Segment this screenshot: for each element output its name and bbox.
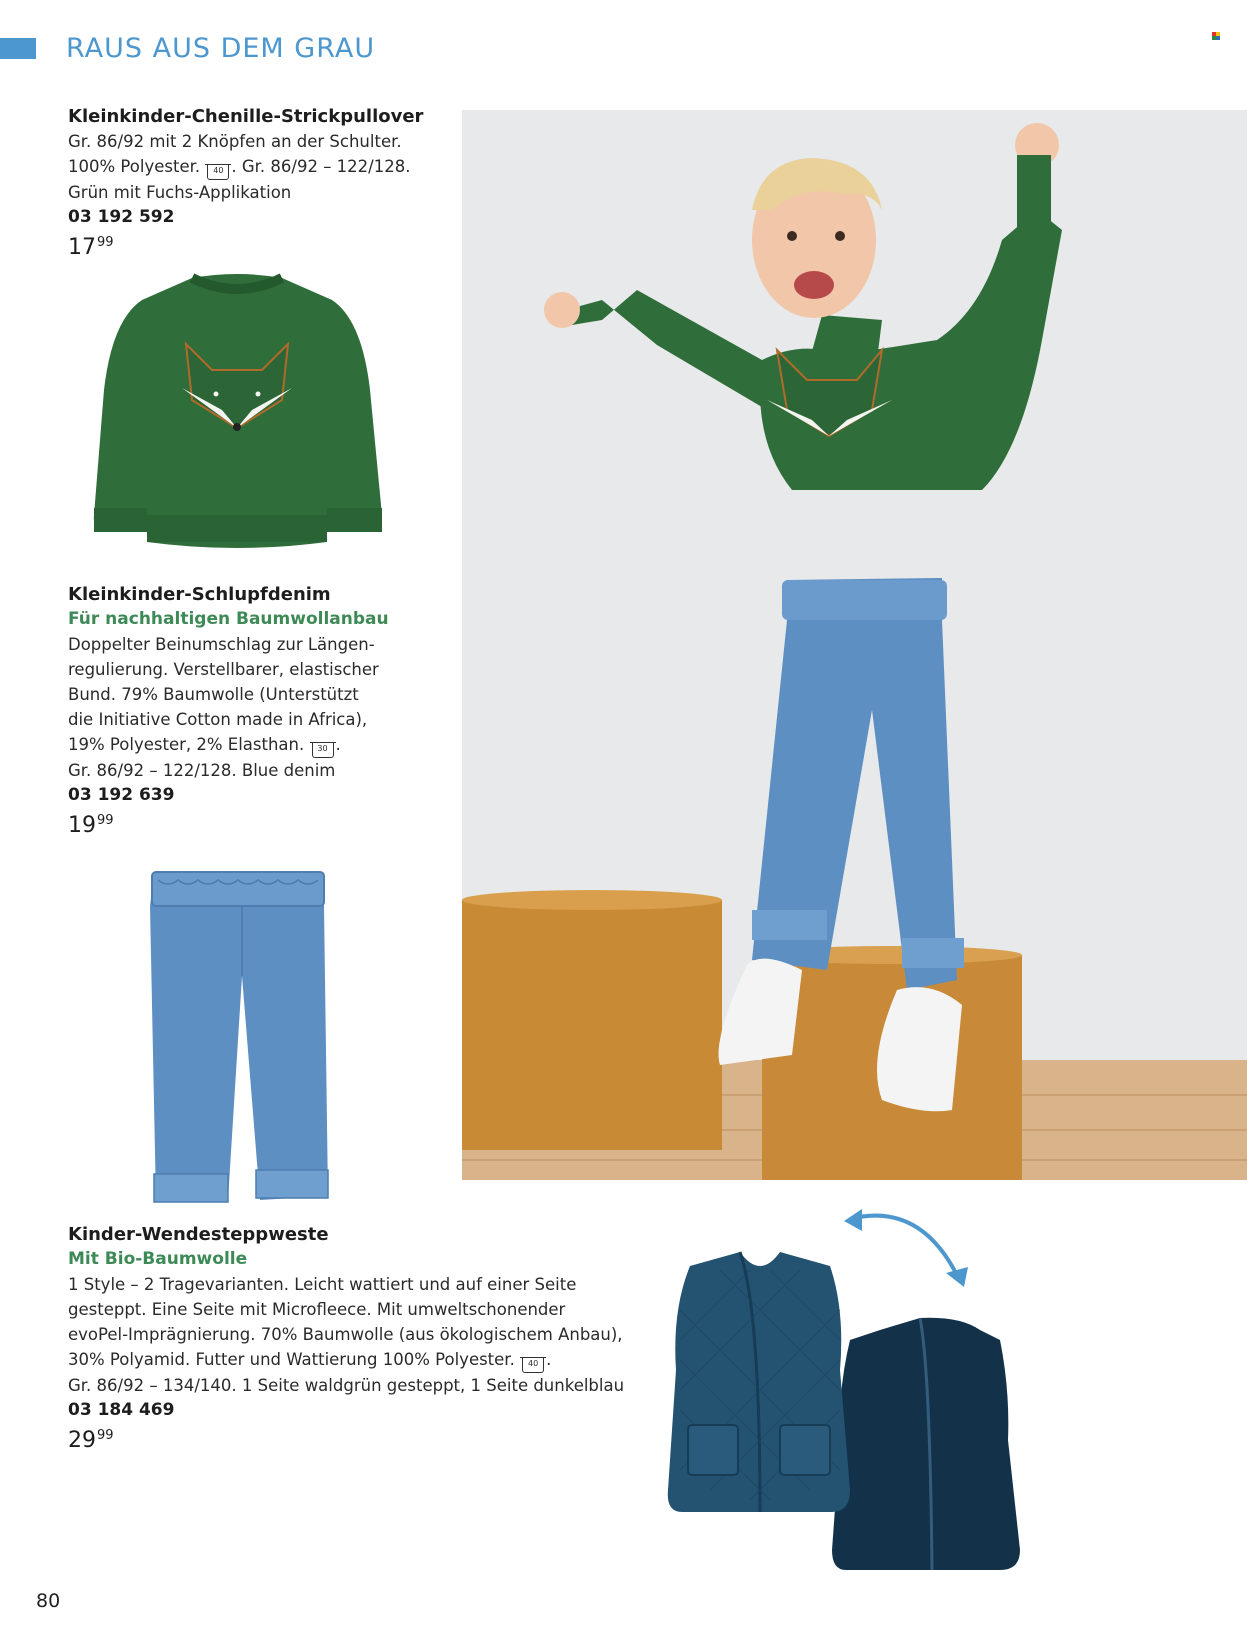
product-description-line: Bund. 79% Baumwolle (Unterstützt [68, 685, 359, 704]
product-description-line: Doppelter Beinumschlag zur Längen- [68, 635, 375, 654]
product-price [68, 236, 423, 260]
product-sku: 03 192 639 [68, 785, 175, 805]
product-subtitle: Mit Bio-Baumwolle [68, 1249, 248, 1269]
product-description-line: die Initiative Cotton made in Africa), [68, 710, 368, 729]
wash-temperature-icon: 30 [312, 743, 334, 758]
product-description-line: Gr. 86/92 – 134/140. 1 Seite waldgrün gesteppt, 1 Seite dunkelblau [68, 1376, 625, 1395]
price-cent: 99 [97, 813, 114, 828]
product-photo-child [462, 110, 1247, 1180]
product-material-line: 100% Polyester. 40 . Gr. 86/92 – 122/128. [68, 154, 423, 180]
product-jeans [68, 582, 389, 838]
product-vest [68, 1222, 624, 1453]
product-description-line: Grün mit Fuchs-Applikation [68, 183, 292, 202]
product-name: Kleinkinder-Schlupfdenim [68, 584, 331, 605]
product-material-line: 19% Polyester, 2% Elasthan. 30 . [68, 732, 389, 758]
product-description-line: gesteppt. Eine Seite mit Microfleece. Mit umweltschonender [68, 1300, 566, 1319]
page-number: 80 [36, 1590, 61, 1612]
wash-temperature-icon: 40 [522, 1358, 544, 1373]
header-accent-bar [0, 38, 36, 59]
product-sweater [68, 104, 423, 260]
section-title: RAUS AUS DEM GRAU [66, 33, 376, 64]
product-description-line: Gr. 86/92 – 122/128. Blue denim [68, 761, 336, 780]
product-name: Kleinkinder-Chenille-Strickpullover [68, 106, 424, 127]
brand-logo-icon [1212, 32, 1220, 40]
price-cent: 99 [97, 1428, 114, 1443]
price-cent: 99 [97, 235, 114, 250]
product-subtitle: Für nachhaltigen Baumwollanbau [68, 609, 389, 629]
price-euro: 29 [68, 1428, 96, 1453]
price-euro: 19 [68, 813, 96, 838]
product-description-line: Gr. 86/92 mit 2 Knöpfen an der Schulter. [68, 132, 402, 151]
jeans-image [138, 866, 338, 1216]
product-price [68, 814, 389, 838]
sweater-image [82, 270, 392, 560]
product-name: Kinder-Wendesteppweste [68, 1224, 329, 1245]
price-euro: 17 [68, 235, 96, 260]
product-sku: 03 184 469 [68, 1400, 175, 1420]
product-description-line: 1 Style – 2 Tragevarianten. Leicht wattiert und auf einer Seite [68, 1275, 577, 1294]
product-sku: 03 192 592 [68, 207, 175, 227]
product-material-line: 30% Polyamid. Futter und Wattierung 100% Polyester. 40 . [68, 1347, 624, 1373]
product-description-line: regulierung. Verstellbarer, elastischer [68, 660, 379, 679]
product-price [68, 1429, 624, 1453]
product-description-line: evoPel-Imprägnierung. 70% Baumwolle (aus ökologischem Anbau), [68, 1325, 623, 1344]
vest-image [660, 1250, 1060, 1590]
wash-temperature-icon: 40 [207, 165, 229, 180]
